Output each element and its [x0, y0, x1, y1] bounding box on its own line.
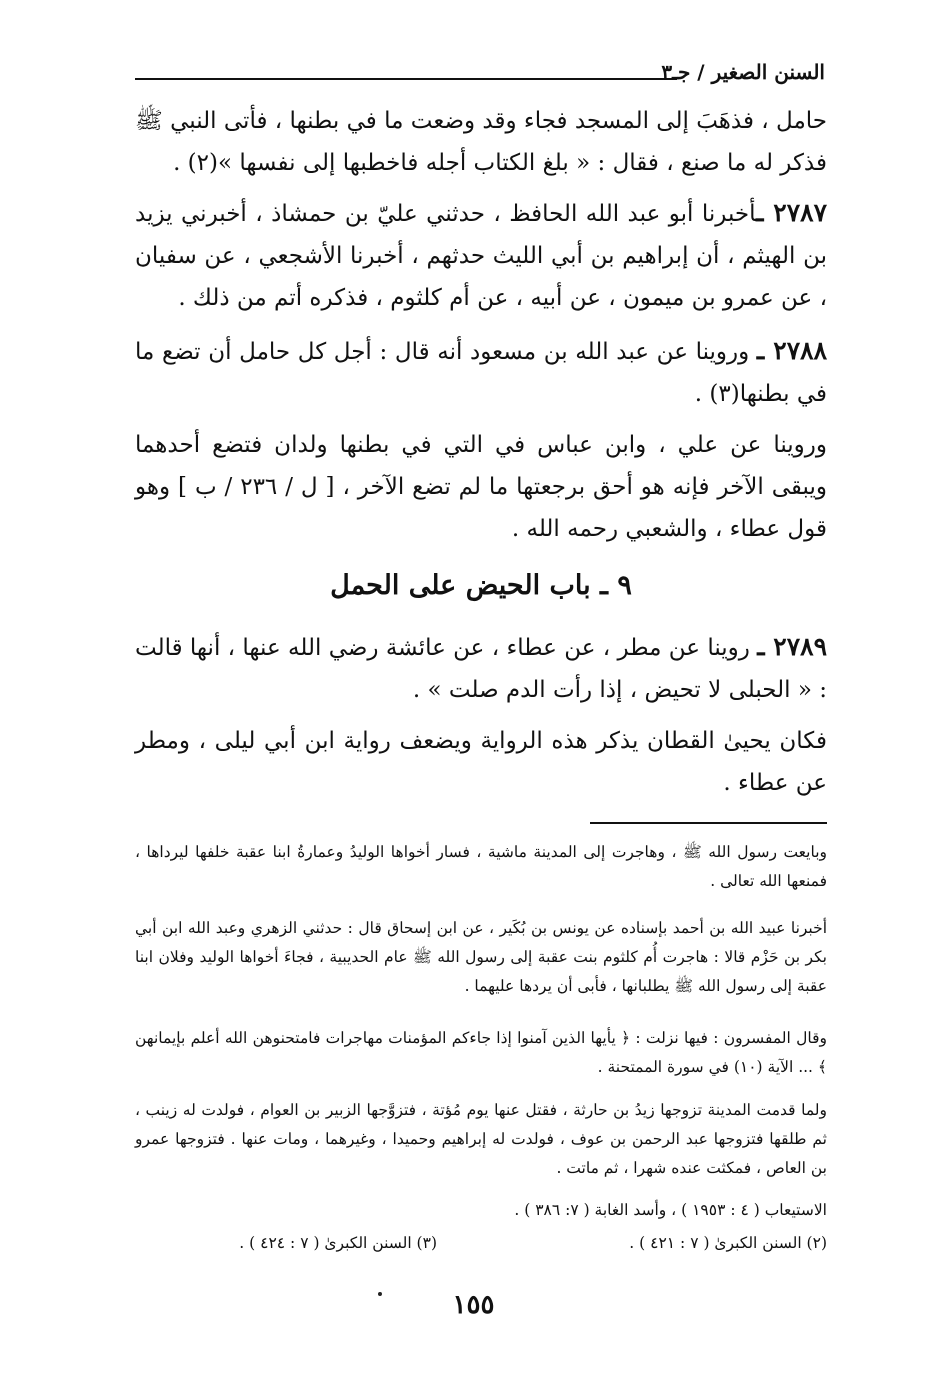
paragraph-continuation: حامل ، فذهَبَ إلى المسجد فجاء وقد وضعت ما في بطنها ، فأتى النبي ﷺ فذكر له ما صنع ، فقال : « بلغ الكتاب أجله فاخطبها إلى نفسها »(٢) . — [135, 108, 827, 176]
header-rule — [135, 78, 677, 80]
hadith-number: ٢٧٨٩ ـ — [757, 632, 828, 661]
hadith-number: ٢٧٨٧ ـ — [756, 198, 828, 227]
hadith-number: ٢٧٨٨ ـ — [756, 336, 827, 365]
footnote-ref-3: (٣) السنن الكبرىٰ ( ٧ : ٤٢٤ ) . — [239, 1234, 437, 1252]
footnote-paragraph: وبايعت رسول الله ﷺ ، وهاجرت إلى المدينة ماشية ، فسار أخواها الوليدُ وعمارةُ ابنا عقبة خلفها ليرداها ، فمنعها الله تعالى . — [135, 843, 827, 890]
hadith-2789 — [135, 626, 827, 711]
hadith-text: روينا عن مطر ، عن عطاء ، عن عائشة رضي الله عنها ، أنها قالت : « الحبلى لا تحيض ، إذا رأت الدم صلت » . — [135, 635, 827, 703]
footnote-paragraph: ولما قدمت المدينة تزوجها زيدُ بن حارثة ، فقتل عنها يوم مُؤتة ، فتزوَّجها الزبير بن العوام ، فولدت له زينب ، ثم طلقها فتزوجها عبد الرحمن بن عوف ، فولدت له إبراهيم وحميدا ، وغيرهما ، ومات عنها . فتزوجها عمرو بن العاص ، فمكثت عنده شهرا ، ثم ماتت . — [135, 1101, 827, 1177]
paragraph-ali-ibn-abbas: وروينا عن علي ، وابن عباس في التي في بطنها ولدان فتضع أحدهما ويبقى الآخر فإنه هو أحق برجعتها ما لم تضع الآخر ، [ ل / ٢٣٦ / ب ] وهو قول عطاء ، والشعبي رحمه الله . — [135, 432, 827, 542]
paragraph-yahya-qattan: فكان يحيىٰ القطان يذكر هذه الرواية ويضعف رواية ابن أبي ليلى ، ومطر عن عطاء . — [135, 728, 827, 796]
running-title: السنن الصغير / جـ٣ — [661, 60, 825, 84]
footnote-rule — [590, 822, 827, 824]
page-number: ١٥٥ — [452, 1290, 495, 1320]
hadith-2788 — [135, 330, 827, 415]
hadith-2787 — [135, 192, 827, 319]
page-header — [135, 60, 825, 90]
hadith-text: أخبرنا أبو عبد الله الحافظ ، حدثني عليّ بن حمشاذ ، أخبرني يزيد بن الهيثم ، أن إبراهيم بن أبي الليث حدثهم ، أخبرنا الأشجعي ، عن سفيان ، عن عمرو بن ميمون ، عن أبيه ، عن أم كلثوم ، فذكره أتم من ذلك . — [135, 201, 827, 311]
footnote-ref-2: (٢) السنن الكبرىٰ ( ٧ : ٤٢١ ) . — [629, 1234, 827, 1252]
footnote-paragraph: وقال المفسرون : فيها نزلت : ﴿ يأيها الذين آمنوا إذا جاءكم المؤمنات مهاجرات فامتحنوهن الله أعلم بإيمانهن ﴾ ... الآية (١٠) في سورة الممتحنة . — [135, 1029, 827, 1076]
hadith-text: وروينا عن عبد الله بن مسعود أنه قال : أجل كل حامل أن تضع ما في بطنها(٣) . — [135, 339, 827, 407]
footnote-sources: الاستيعاب ( ٤ : ١٩٥٣ ) ، وأسد الغابة ( ٧: ٣٨٦ ) . — [514, 1201, 827, 1219]
chapter-heading: ٩ ـ باب الحيض على الحمل — [330, 570, 632, 601]
footnote-paragraph: أخبرنا عبيد الله بن أحمد بإسناده عن يونس بن بُكَير ، عن ابن إسحاق قال : حدثني الزهري وعبد الله ابن أبي بكر بن حَزْم قالا : هاجرت أُم كلثوم بنت عقبة إلى رسول الله ﷺ عام الحديبية ، فجاءَ أخواها الوليد وفلان ابنا عقبة إلى رسول الله ﷺ يطلبانها ، فأبى أن يردها عليهما . — [135, 919, 827, 995]
